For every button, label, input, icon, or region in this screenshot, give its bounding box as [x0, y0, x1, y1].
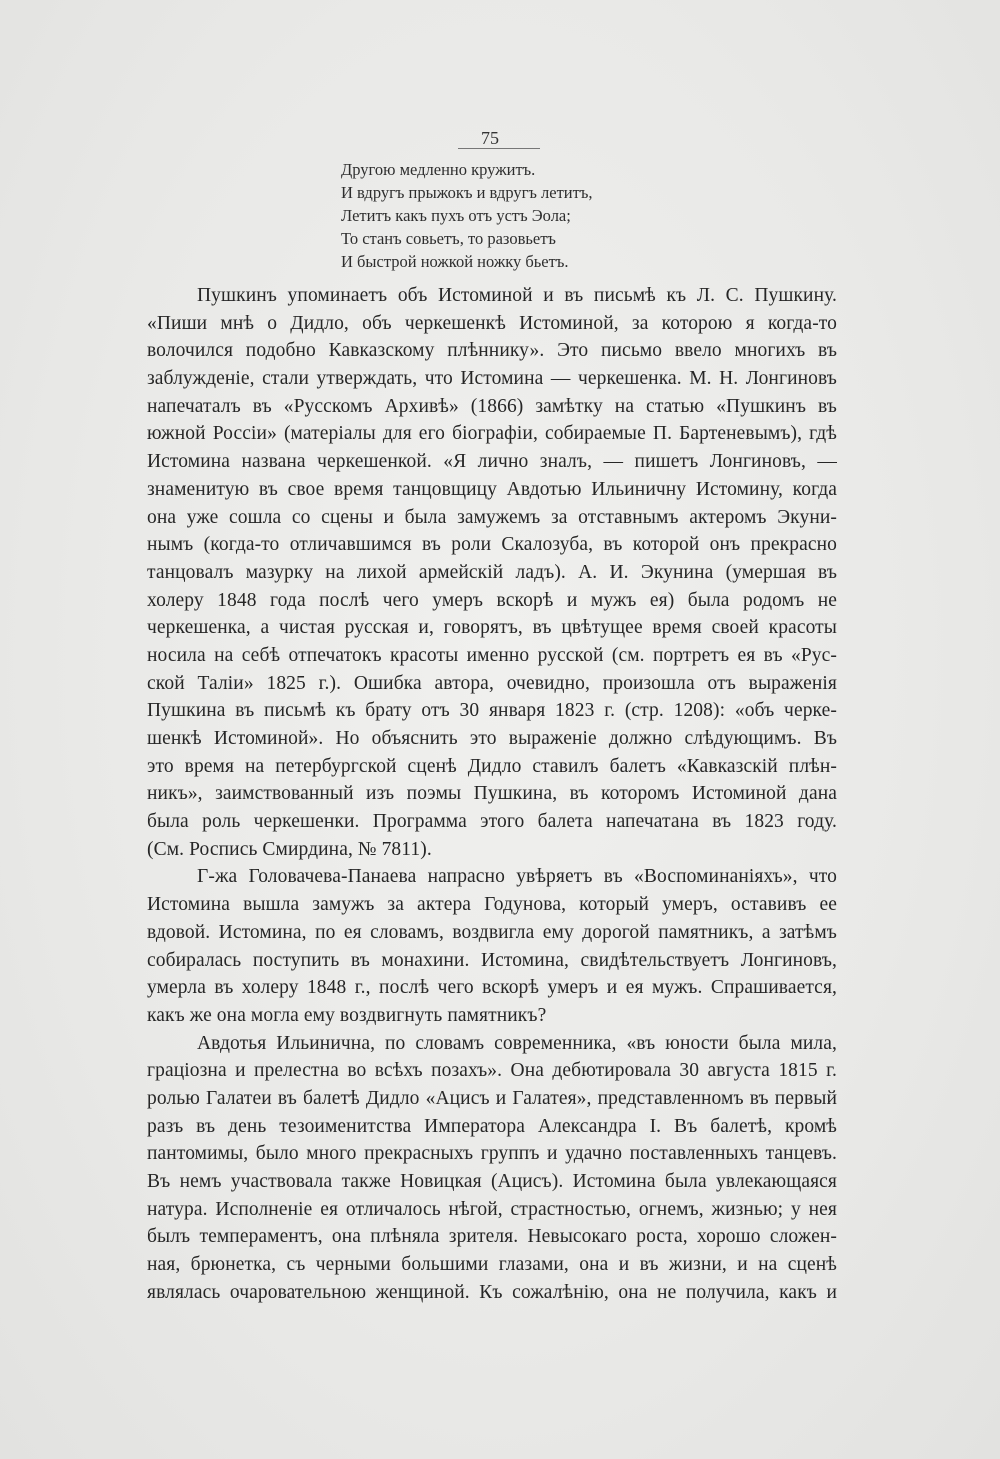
- text-line: умерла въ холеру 1848 г., послѣ чего вскорѣ умеръ и ея мужъ. Спрашивается,: [147, 977, 837, 999]
- text-line: Истомина названа черкешенкой. «Я лично зналъ, — пишетъ Лонгиновъ, —: [147, 451, 837, 473]
- text-line: никъ», заимствованный изъ поэмы Пушкина, въ которомъ Истоминой дана: [147, 783, 837, 805]
- text-line: натура. Исполненіе ея отличалось нѣгой, страстностью, огнемъ, жизнью; у нея: [147, 1198, 837, 1220]
- text-line: ролью Галатеи въ балетѣ Дидло «Ацисъ и Галатея», представленномъ въ первый: [147, 1087, 837, 1109]
- text-line: пантомимы, было много прекрасныхъ группъ и удачно поставленныхъ танцевъ.: [147, 1143, 837, 1165]
- verse-line: То станъ совьетъ, то разовьетъ: [341, 229, 556, 248]
- text-line: была роль черкешенки. Программа этого балета напечатана въ 1823 году.: [147, 811, 837, 833]
- text-line: ная, брюнетка, съ черными большими глазами, она и въ жизни, и на сценѣ: [147, 1254, 837, 1276]
- paragraph-3: [147, 1030, 837, 1307]
- verse-line: И быстрой ножкой ножку бьетъ.: [341, 252, 569, 271]
- verse-line: Другою медленно кружитъ.: [341, 160, 536, 179]
- text-line: это время на петербургской сценѣ Дидло ставилъ балетъ «Кавказскій плѣн-: [147, 755, 837, 777]
- page-number-rule: [458, 148, 540, 149]
- text-line: шенкѣ Истоминой». Но объяснить это выраженіе должно слѣдующимъ. Въ: [147, 728, 837, 749]
- text-line: Въ немъ участвовала также Новицкая (Ацисъ). Истомина была увлекающаяся: [147, 1171, 837, 1192]
- text-line: былъ темпераментъ, она плѣняла зрителя. Невысокаго роста, хорошо сложен-: [147, 1226, 837, 1248]
- text-line: какъ же она могла ему воздвигнуть памятникъ?: [147, 1004, 547, 1026]
- text-line: разъ въ день тезоименитства Императора Александра I. Въ балетѣ, кромѣ: [147, 1115, 837, 1137]
- text-line: носила на себѣ отпечатокъ красоты именно русской (см. портретъ ея въ «Рус-: [147, 644, 837, 666]
- text-line: ской Таліи» 1825 г.). Ошибка автора, очевидно, произошла отъ выраженія: [147, 672, 837, 694]
- text-line: нымъ (когда-то отличавшимся въ роли Скалозуба, въ которой онъ прекрасно: [147, 534, 837, 556]
- text-line: граціозна и прелестна во всѣхъ позахъ». Она дебютировала 30 августа 1815 г.: [147, 1060, 837, 1082]
- paragraph-1: [147, 282, 837, 863]
- body-text: [147, 282, 837, 1306]
- text-line: Истомина вышла замужъ за актера Годунова, который умеръ, оставивъ ее: [147, 894, 837, 916]
- paragraph-2: [147, 863, 837, 1029]
- text-line: Пушкина въ письмѣ къ брату отъ 30 января 1823 г. (стр. 1208): «объ черке-: [147, 700, 837, 722]
- text-line: являлась очаровательною женщиной. Къ сожалѣнію, она не получила, какъ и: [147, 1281, 837, 1303]
- text-line: «Пиши мнѣ о Дидло, объ черкешенкѣ Истоминой, за которою я когда-то: [147, 312, 837, 334]
- text-line: напечаталъ въ «Русскомъ Архивѣ» (1866) замѣтку на статью «Пушкинъ въ: [147, 395, 837, 417]
- text-line: танцовалъ мазурку на лихой армейскій ладъ). А. И. Экунина (умершая въ: [147, 561, 837, 583]
- text-line: Авдотья Ильинична, по словамъ современника, «въ юности была мила,: [197, 1032, 837, 1054]
- text-line: волочился подобно Кавказскому плѣннику». Это письмо ввело многихъ въ: [147, 340, 837, 362]
- text-line: она уже сошла со сцены и была замужемъ за отставнымъ актеромъ Экуни-: [147, 506, 837, 528]
- text-line: (См. Роспись Смирдина, № 7811).: [147, 838, 432, 860]
- text-line: вдовой. Истомина, по ея словамъ, воздвигла ему дорогой памятникъ, а затѣмъ: [147, 921, 837, 943]
- text-line: черкешенка, а чистая русская и, говорятъ, въ цвѣтущее время своей красоты: [147, 617, 837, 639]
- text-line: знаменитую въ свое время танцовщицу Авдотью Ильиничну Истомину, когда: [147, 478, 837, 500]
- verse-line: Летитъ какъ пухъ отъ устъ Эола;: [341, 206, 571, 225]
- page-number: 75: [481, 128, 499, 148]
- text-line: собиралась поступить въ монахини. Истомина, свидѣтельствуетъ Лонгиновъ,: [147, 949, 837, 971]
- verse-excerpt: [341, 158, 661, 273]
- text-line: Г-жа Головачева-Панаева напрасно увѣряетъ въ «Воспоминаніяхъ», что: [197, 866, 837, 888]
- text-line: южной Россіи» (матеріалы для его біографіи, собираемые П. Бартеневымъ), гдѣ: [147, 423, 837, 445]
- text-line: заблужденіе, стали утверждать, что Истомина — черкешенка. М. Н. Лонгиновъ: [147, 368, 837, 390]
- verse-line: И вдругъ прыжокъ и вдругъ летитъ,: [341, 183, 593, 202]
- text-line: Пушкинъ упоминаетъ объ Истоминой и въ письмѣ къ Л. С. Пушкину.: [197, 285, 837, 306]
- text-line: холеру 1848 года послѣ чего умеръ вскорѣ и мужъ ея) была родомъ не: [147, 589, 837, 611]
